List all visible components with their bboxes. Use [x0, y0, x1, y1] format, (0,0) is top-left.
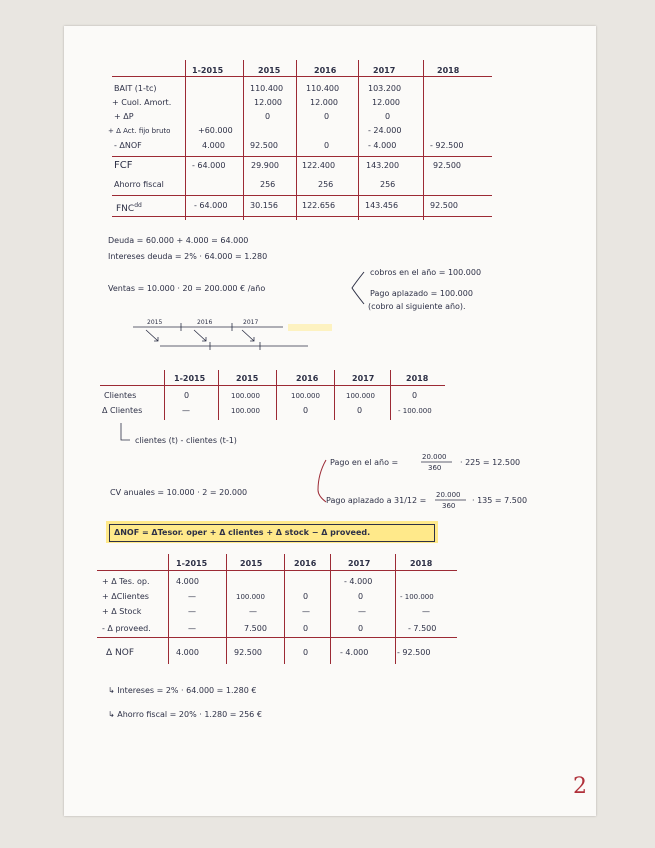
table-cell: +60.000 [198, 126, 233, 135]
table-cell: 92.500 [430, 201, 458, 210]
row-label: + Δ Act. fijo bruto [108, 127, 171, 135]
table-cell: — [358, 607, 366, 616]
row-label: + ΔClientes [102, 592, 149, 601]
table-cell: 0 [358, 624, 364, 633]
timeline-label: 2015 [147, 319, 163, 326]
table-cell: 4.000 [176, 648, 199, 657]
table-cell: 30.156 [250, 201, 278, 210]
table-cell: - 100.000 [398, 407, 432, 415]
column-header: 2017 [373, 66, 396, 75]
ahorro-fiscal-line: ↳ Ahorro fiscal = 20% · 1.280 = 256 € [108, 710, 262, 719]
column-header: 2016 [296, 374, 319, 383]
deuda-line: Deuda = 60.000 + 4.000 = 64.000 [108, 236, 249, 245]
row-label: BAIT (1-tc) [114, 84, 157, 93]
table-cell: - 7.500 [408, 624, 437, 633]
table-cell: - 4.000 [368, 141, 397, 150]
table-cell: 256 [380, 180, 396, 189]
arrow-icon [194, 330, 206, 341]
table-cell: 103.200 [368, 84, 402, 93]
pago-aplazado-label: Pago aplazado a 31/12 = [326, 496, 427, 505]
table-cell: 92.500 [250, 141, 278, 150]
table-cell: — [249, 607, 257, 616]
intereses-line: ↳ Intereses = 2% · 64.000 = 1.280 € [108, 686, 257, 695]
pago-anio-denominator: 360 [428, 464, 442, 472]
table-cell: 256 [318, 180, 334, 189]
row-label: Ahorro fiscal [114, 180, 164, 189]
clientes-note: clientes (t) - clientes (t-1) [135, 436, 237, 445]
table-cell: 4.000 [202, 141, 225, 150]
column-header: 1-2015 [176, 559, 208, 568]
cv-line: CV anuales = 10.000 · 2 = 20.000 [110, 488, 248, 497]
pago-aplazado-result: · 135 = 7.500 [472, 496, 528, 505]
table-cell: — [188, 624, 196, 633]
brace-icon [318, 460, 326, 502]
arrow-icon [242, 330, 254, 341]
table-cell: 143.456 [365, 201, 399, 210]
row-label: Clientes [104, 391, 137, 400]
table-cell: 110.400 [306, 84, 340, 93]
column-header: 1-2015 [192, 66, 224, 75]
column-header: 2018 [437, 66, 460, 75]
table-cell: 100.000 [291, 392, 320, 400]
fnc-superscript: dd [134, 202, 142, 209]
pago-aplazado-numerator: 20.000 [436, 491, 461, 499]
table-cell: - 24.000 [368, 126, 402, 135]
table-cell: 100.000 [346, 392, 375, 400]
table-cell: - 64.000 [194, 201, 228, 210]
table-cell: - 64.000 [192, 161, 226, 170]
table-cell: 0 [358, 592, 364, 601]
table-cell: - 4.000 [344, 577, 373, 586]
table-cell: 12.000 [254, 98, 282, 107]
table-cell: 122.400 [302, 161, 336, 170]
pago-anio-numerator: 20.000 [422, 453, 447, 461]
table-cell: - 100.000 [400, 593, 434, 601]
pago-aplazado-line: Pago aplazado = 100.000 [370, 289, 473, 298]
table-cell: 143.200 [366, 161, 400, 170]
table-cell: - 92.500 [430, 141, 464, 150]
timeline-label: 2017 [243, 319, 259, 326]
brace-icon [352, 272, 364, 304]
table-cell: 0 [412, 391, 418, 400]
table-cell: 256 [260, 180, 276, 189]
table-cell: 12.000 [372, 98, 400, 107]
hook-arrow-icon [121, 423, 130, 440]
nof-formula: ΔNOF = ΔTesor. oper + Δ clientes + Δ stock − Δ proveed. [114, 528, 371, 537]
table-cell: — [302, 607, 310, 616]
table-cell: - 4.000 [340, 648, 369, 657]
pago-anio-result: · 225 = 12.500 [460, 458, 521, 467]
table-cell: 0 [303, 406, 309, 415]
table-cell: 0 [184, 391, 190, 400]
column-header: 2015 [236, 374, 259, 383]
pago-anio-label: Pago en el año = [330, 458, 399, 467]
row-label: Δ Clientes [102, 406, 143, 415]
ventas-line: Ventas = 10.000 · 20 = 200.000 € /año [108, 284, 266, 293]
table-cell: 0 [385, 112, 391, 121]
row-label: Δ NOF [106, 648, 135, 658]
table-cell: 0 [303, 592, 309, 601]
intereses-deuda-line: Intereses deuda = 2% · 64.000 = 1.280 [108, 252, 268, 261]
column-header: 2017 [348, 559, 371, 568]
pago-aplazado-denominator: 360 [442, 502, 456, 510]
column-header: 2016 [314, 66, 337, 75]
table-cell: — [182, 406, 190, 415]
table-cell: - 92.500 [397, 648, 431, 657]
table-cell: — [188, 592, 196, 601]
table-cell: 12.000 [310, 98, 338, 107]
cobro-siguiente-line: (cobro al siguiente año). [368, 302, 466, 311]
column-header: 2015 [258, 66, 281, 75]
column-header: 2016 [294, 559, 317, 568]
table-cell: 7.500 [244, 624, 267, 633]
timeline-label: 2016 [197, 319, 213, 326]
column-header: 1-2015 [174, 374, 206, 383]
row-label: + Δ Tes. op. [102, 577, 150, 586]
table-cell: 0 [324, 141, 330, 150]
arrow-icon [146, 330, 158, 341]
table-cell: 4.000 [176, 577, 199, 586]
row-label: FCF [114, 160, 133, 171]
column-header: 2018 [410, 559, 433, 568]
table-cell: — [422, 607, 430, 616]
row-label: - Δ proveed. [102, 624, 151, 633]
row-label: + Cuol. Amort. [112, 98, 172, 107]
table-cell: — [188, 607, 196, 616]
row-label: + Δ Stock [102, 607, 142, 616]
table-cell: 100.000 [236, 593, 265, 601]
table-cell: 122.656 [302, 201, 336, 210]
row-label: - ΔNOF [114, 141, 142, 150]
table-cell: 0 [357, 406, 363, 415]
table-cell: 100.000 [231, 392, 260, 400]
page-number: 2 [573, 774, 587, 799]
table-cell: 92.500 [433, 161, 461, 170]
table-cell: 100.000 [231, 407, 260, 415]
fnc-label: FNC [116, 204, 135, 214]
table-cell: 0 [303, 648, 309, 657]
table-cell: 29.900 [251, 161, 279, 170]
cobros-line: cobros en el año = 100.000 [370, 268, 482, 277]
row-label: + ΔP [114, 112, 134, 121]
table-cell: 110.400 [250, 84, 284, 93]
table-cell: 0 [265, 112, 271, 121]
column-header: 2017 [352, 374, 375, 383]
table-cell: 0 [324, 112, 330, 121]
table-cell: 92.500 [234, 648, 262, 657]
table-cell: 0 [303, 624, 309, 633]
column-header: 2015 [240, 559, 263, 568]
column-header: 2018 [406, 374, 429, 383]
